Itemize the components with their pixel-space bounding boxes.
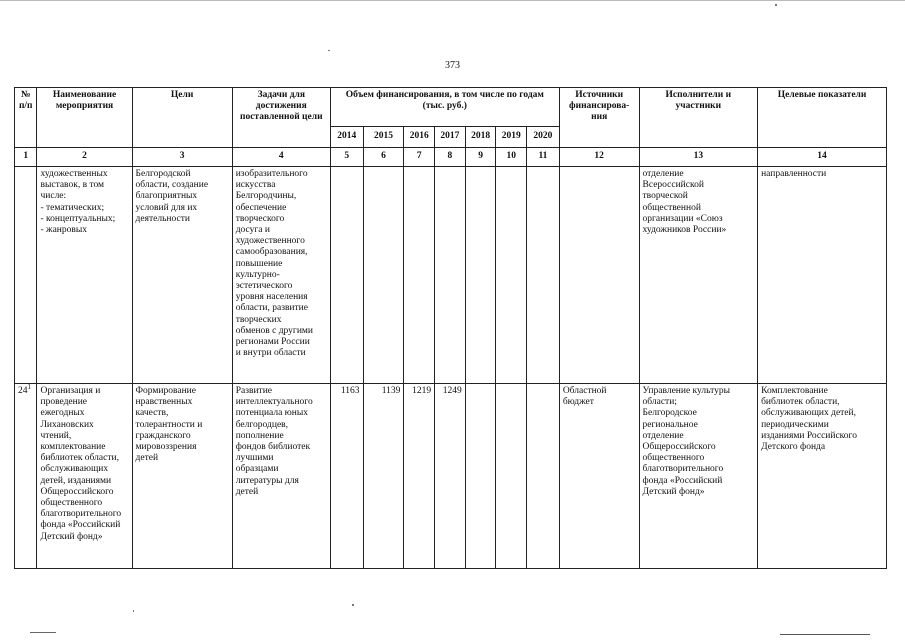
goals-line: благоприятных — [135, 191, 198, 202]
goals-line: Формирование — [135, 386, 196, 396]
column-number: 7 — [404, 148, 435, 167]
tasks-line: Развитие — [235, 386, 272, 396]
column-number: 8 — [435, 148, 466, 167]
goals-line: области, создание — [135, 180, 209, 191]
event-name-line: Организация и — [40, 386, 101, 396]
event-name-cell — [37, 167, 132, 384]
header-financing: Объем финансирования, в том числе по годам (тыс. руб.) — [330, 88, 559, 127]
scan-speck — [775, 4, 777, 6]
value-cell — [496, 384, 527, 569]
source-cell — [559, 384, 639, 569]
executors-line: отделение — [642, 169, 684, 179]
value-cell — [330, 167, 363, 384]
source-cell — [559, 167, 639, 384]
tasks-line: интеллектуального — [235, 397, 313, 408]
column-number: 9 — [465, 148, 496, 167]
executors-line: художников России» — [642, 225, 727, 236]
header-year: 2019 — [496, 127, 527, 148]
value-cell — [363, 167, 404, 384]
header-executors: Исполнители и участники — [639, 88, 758, 148]
goals-line: Белгородской — [135, 169, 191, 179]
indicators-line: обслуживающих детей, — [761, 408, 856, 419]
header-year: 2015 — [363, 127, 404, 148]
tasks-line: фондов библиотек — [235, 442, 311, 453]
indicators-cell — [758, 384, 887, 569]
scan-speck — [133, 610, 134, 612]
goals-cell — [132, 167, 232, 384]
event-name-line: обслуживающих — [40, 464, 109, 475]
event-name-line: чтений, — [40, 430, 72, 441]
financing-table — [14, 87, 887, 569]
goals-line: гражданского — [135, 430, 191, 441]
column-number: 2 — [37, 148, 132, 167]
column-number-row — [15, 148, 887, 167]
scan-edge-line — [30, 632, 56, 633]
goals-line: мировоззрения — [135, 442, 197, 453]
tasks-line: регионами России — [235, 337, 310, 348]
row-number: 24 — [18, 386, 28, 396]
executors-cell — [639, 167, 758, 384]
row-number-sup: 1 — [27, 383, 31, 391]
goals-line: деятельности — [135, 213, 190, 224]
tasks-line: повышение — [235, 258, 283, 269]
executors-line: общественной — [642, 202, 701, 213]
event-name-line: Лихановских — [40, 419, 94, 430]
value-cell — [527, 167, 560, 384]
goals-line: детей — [135, 453, 159, 464]
event-name-line: - тематических; — [40, 202, 105, 213]
value-cell: 1163 — [330, 384, 363, 569]
executors-line: региональное — [642, 419, 698, 430]
event-name-cell — [37, 384, 132, 569]
indicators-line: периодическими — [761, 419, 829, 430]
value-cell — [435, 167, 466, 384]
value-cell: 1139 — [363, 384, 404, 569]
value-cell — [465, 167, 496, 384]
event-name-line: детей, изданиями — [40, 475, 112, 486]
tasks-line: творческого — [235, 213, 285, 224]
column-number: 6 — [363, 148, 404, 167]
value-cell: 1249 — [435, 384, 466, 569]
executors-line: творческой — [642, 191, 688, 202]
tasks-line: потенциала юных — [235, 408, 308, 419]
tasks-line: белгородцев, — [235, 419, 289, 430]
goals-line: условий для их — [135, 202, 198, 213]
column-number: 5 — [330, 148, 363, 167]
column-number: 14 — [758, 148, 887, 167]
row-number-cell — [15, 167, 37, 384]
event-name-line: - жанровых — [40, 225, 88, 236]
goals-cell — [132, 384, 232, 569]
event-name-line: проведение — [40, 397, 88, 408]
executors-line: фонда «Российский — [642, 475, 723, 486]
header-no: № п/п — [15, 88, 37, 148]
event-name-line: комплектование — [40, 442, 106, 453]
tasks-line: творческих — [235, 314, 282, 325]
source-line: Областной — [562, 386, 607, 396]
indicators-line: Детского фонда — [761, 442, 826, 453]
tasks-line: детей — [235, 486, 259, 497]
event-name-line: фонда «Российский — [40, 520, 121, 531]
value-cell — [496, 167, 527, 384]
scan-edge-line — [0, 0, 905, 1]
header-year: 2018 — [465, 127, 496, 148]
tasks-line: самообразования, — [235, 247, 308, 258]
tasks-line: уровня населения — [235, 292, 308, 303]
column-number: 1 — [15, 148, 37, 167]
column-number: 13 — [639, 148, 758, 167]
goals-line: качеств, — [135, 408, 169, 419]
executors-line: Белгородское — [642, 408, 697, 419]
executors-line: организации «Союз — [642, 213, 723, 224]
tasks-line: образцами — [235, 464, 279, 475]
executors-line: Детский фонд» — [642, 486, 705, 497]
indicators-line: направленности — [761, 169, 827, 179]
tasks-line: культурно- — [235, 269, 280, 280]
header-year: 2017 — [435, 127, 466, 148]
tasks-line: и внутри области — [235, 348, 306, 359]
row-number-cell — [15, 384, 37, 569]
table-row — [15, 167, 887, 384]
tasks-line: Белгородчины, — [235, 191, 297, 202]
header-year: 2014 — [330, 127, 363, 148]
goals-line: толерантности и — [135, 419, 203, 430]
indicators-line: библиотек области, — [761, 397, 840, 408]
column-number: 4 — [232, 148, 330, 167]
header-goals: Цели — [132, 88, 232, 148]
header-sources: Источники финансирова-ния — [559, 88, 639, 148]
executors-line: Управление культуры — [642, 386, 730, 396]
tasks-line: лучшими — [235, 453, 274, 464]
tasks-line: обменов с другими — [235, 325, 314, 336]
executors-line: Всероссийской — [642, 180, 704, 191]
tasks-cell — [232, 384, 330, 569]
event-name-line: - концептуальных; — [40, 213, 116, 224]
tasks-cell — [232, 167, 330, 384]
event-name-line: Детский фонд» — [40, 531, 103, 542]
scan-edge-line — [780, 634, 870, 635]
header-indicators: Целевые показатели — [758, 88, 887, 148]
indicators-cell — [758, 167, 887, 384]
indicators-line: Комплектование — [761, 386, 828, 396]
tasks-line: художественного — [235, 236, 305, 247]
value-cell — [527, 384, 560, 569]
value-cell — [465, 384, 496, 569]
event-name-line: ежегодных — [40, 408, 85, 419]
tasks-line: искусства — [235, 180, 276, 191]
tasks-line: обеспечение — [235, 202, 287, 213]
column-number: 11 — [527, 148, 560, 167]
executors-line: Общероссийского — [642, 442, 716, 453]
executors-line: благотворительного — [642, 464, 724, 475]
table-row — [15, 384, 887, 569]
tasks-line: эстетического — [235, 281, 293, 292]
header-tasks: Задачи для достижения поставленной цели — [232, 88, 330, 148]
tasks-line: литературы для — [235, 475, 299, 486]
header-name: Наименование мероприятия — [37, 88, 132, 148]
goals-line: нравственных — [135, 397, 193, 408]
event-name-line: Общероссийского — [40, 486, 114, 497]
tasks-line: пополнение — [235, 430, 284, 441]
event-name-line: художественных — [40, 169, 108, 179]
executors-line: отделение — [642, 430, 684, 441]
column-number: 12 — [559, 148, 639, 167]
executors-cell — [639, 384, 758, 569]
event-name-line: выставок, в том — [40, 180, 105, 191]
value-cell: 1219 — [404, 384, 435, 569]
column-number: 10 — [496, 148, 527, 167]
event-name-line: числе: — [40, 191, 67, 202]
header-year: 2016 — [404, 127, 435, 148]
scan-speck — [328, 50, 330, 51]
indicators-line: изданиями Российского — [761, 430, 857, 441]
scan-speck — [352, 604, 354, 606]
event-name-line: благотворительного — [40, 509, 122, 520]
source-line: бюджет — [562, 397, 594, 408]
tasks-line: области, развитие — [235, 303, 308, 314]
header-year: 2020 — [527, 127, 560, 148]
event-name-line: общественного — [40, 498, 103, 509]
event-name-line: библиотек области, — [40, 453, 119, 464]
tasks-line: досуга и — [235, 225, 270, 236]
executors-line: общественного — [642, 453, 705, 464]
executors-line: области; — [642, 397, 677, 408]
value-cell — [404, 167, 435, 384]
tasks-line: изобразительного — [235, 169, 308, 179]
page-number: 373 — [445, 60, 460, 71]
column-number: 3 — [132, 148, 232, 167]
